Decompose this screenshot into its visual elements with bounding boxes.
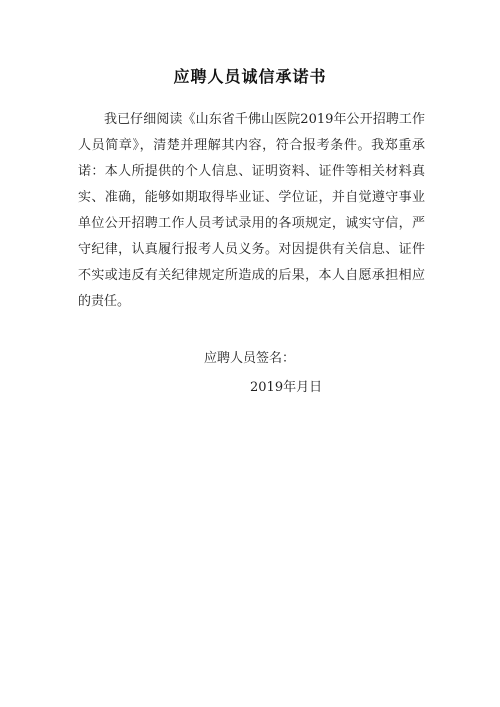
- signature-label: 应聘人员签名：: [204, 351, 296, 366]
- document-title: 应聘人员诚信承诺书: [173, 67, 327, 86]
- date-label: 2019年月日: [250, 380, 323, 395]
- commitment-paragraph: 我已仔细阅读《山东省千佛山医院2019年公开招聘工作人员简章》，清楚并理解其内容，符合报考条件。我郑重承诺：本人所提供的个人信息、证明资料、证件等相关材料真实、准确，能够如期取得毕业证、学位证，并自觉遵守事业单位公开招聘工作人员考试录用的各项规定，诚实守信，严守纪律，认真履行报考人员义务。对因提供有关信息、证件不实或违反有关纪律规定所造成的后果，本人自愿承担相应的责任。: [78, 112, 425, 309]
